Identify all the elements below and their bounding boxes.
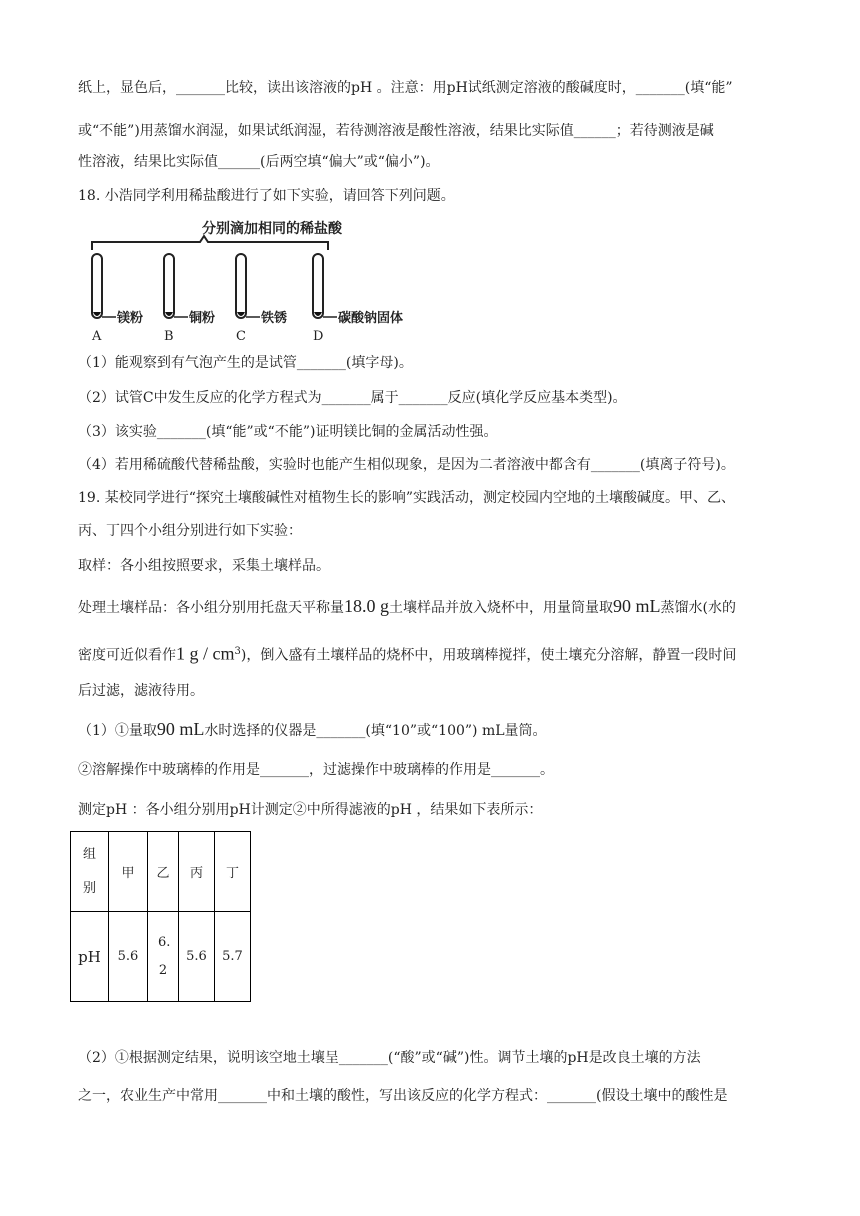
table-cell: 乙 bbox=[148, 832, 179, 912]
question-19-stem: 丙、丁四个小组分别进行如下实验： bbox=[78, 523, 302, 539]
test-tube-c bbox=[236, 254, 287, 342]
tube-b-label: 铜粉 bbox=[189, 311, 216, 326]
paragraph-line: 纸上，显色后，_______比较，读出该溶液的pH 。注意：用pH试纸测定溶液的酸碱度时，_______(填“能” bbox=[78, 80, 733, 96]
question-18-part-2: （2）试管C中发生反应的化学方程式为_______属于_______反应(填化学反应基本类型)。 bbox=[78, 390, 627, 406]
test-tube-figure bbox=[82, 216, 442, 342]
question-18-part-3: （3）该实验_______(填“能”或“不能”)证明镁比铜的金属活动性强。 bbox=[78, 424, 498, 440]
treatment-line bbox=[78, 642, 736, 666]
test-tube-a bbox=[91, 254, 143, 342]
table-cell: pH bbox=[71, 912, 109, 1002]
question-19-part-2: 之一，农业生产中常用_______中和土壤的酸性，写出该反应的化学方程式：_______(假设土壤中的酸性是 bbox=[78, 1088, 728, 1104]
table-cell: 组别 bbox=[71, 832, 109, 912]
tube-d-letter: D bbox=[313, 329, 324, 342]
question-18-stem: 18. 小浩同学利用稀盐酸进行了如下实验，请回答下列问题。 bbox=[78, 188, 455, 204]
treatment-text: 处理土壤样品：各小组分别用托盘天平称量 bbox=[78, 600, 344, 616]
test-tube-d bbox=[313, 254, 403, 342]
test-tube-b bbox=[164, 254, 215, 342]
treatment-text: 密度可近似看作 bbox=[78, 647, 176, 664]
measure-text: 测定pH ：各小组分别用pH计测定②中所得滤液的pH ，结果如下表所示： bbox=[78, 802, 543, 818]
question-19-part-1 bbox=[78, 719, 547, 741]
table-cell: 5.6 bbox=[109, 912, 148, 1002]
part-text: 水时选择的仪器是_______(填“10”或“100”) mL量筒。 bbox=[204, 723, 547, 739]
tube-c-letter: C bbox=[236, 329, 246, 342]
density-value: 1 g / cm bbox=[176, 643, 235, 664]
table-cell: 甲 bbox=[109, 832, 148, 912]
treatment-line: 后过滤，滤液待用。 bbox=[78, 683, 204, 699]
treatment-text: 蒸馏水(水的 bbox=[660, 600, 736, 616]
paragraph-line: 或“不能”)用蒸馏水润湿，如果试纸润湿，若待测溶液是酸性溶液，结果比实际值______；若待测液是碱 bbox=[78, 123, 714, 139]
question-19-part-1b: ②溶解操作中玻璃棒的作用是_______，过滤操作中玻璃棒的作用是_______。 bbox=[78, 762, 554, 778]
table-cell: 丁 bbox=[215, 832, 251, 912]
superscript: 3 bbox=[234, 646, 241, 657]
tube-d-label: 碳酸钠固体 bbox=[338, 311, 404, 326]
ph-table bbox=[70, 831, 251, 1002]
treatment-text: 土壤样品并放入烧杯中，用量筒量取 bbox=[389, 600, 613, 616]
table-row bbox=[71, 912, 251, 1002]
tube-c-label: 铁锈 bbox=[261, 311, 288, 326]
mass-value: 18.0 g bbox=[344, 596, 389, 616]
volume-value: 90 mL bbox=[613, 596, 661, 616]
question-18-part-1: （1）能观察到有气泡产生的是试管_______(填字母)。 bbox=[78, 355, 413, 371]
volume-value: 90 mL bbox=[156, 719, 205, 739]
table-cell: 5.7 bbox=[215, 912, 251, 1002]
sampling-text: 取样：各小组按照要求，采集土壤样品。 bbox=[78, 558, 330, 574]
table-cell: 丙 bbox=[179, 832, 215, 912]
figure-header: 分别滴加相同的稀盐酸 bbox=[202, 221, 342, 237]
treatment-line bbox=[78, 596, 736, 618]
treatment-text: )，倒入盛有土壤样品的烧杯中，用玻璃棒搅拌，使土壤充分溶解，静置一段时间 bbox=[240, 647, 737, 664]
question-18-part-4: （4）若用稀硫酸代替稀盐酸，实验时也能产生相似现象，是因为二者溶液中都含有_______(填离子符号)。 bbox=[78, 457, 735, 473]
question-19-part-2: （2）①根据测定结果，说明该空地土壤呈_______(“酸”或“碱”)性。调节土壤的pH是改良土壤的方法 bbox=[78, 1050, 701, 1066]
question-19-stem: 19. 某校同学进行“探究土壤酸碱性对植物生长的影响”实践活动，测定校园内空地的土壤酸碱度。甲、乙、 bbox=[78, 490, 736, 506]
part-text: （1）①量取 bbox=[78, 723, 157, 739]
table-cell: 6.2 bbox=[148, 912, 179, 1002]
tube-a-label: 镁粉 bbox=[117, 311, 144, 326]
tube-a-letter: A bbox=[92, 329, 102, 342]
figure-bracket bbox=[92, 236, 328, 250]
paragraph-line: 性溶液，结果比实际值______(后两空填“偏大”或“偏小”)。 bbox=[78, 154, 440, 170]
tube-b-letter: B bbox=[164, 329, 174, 342]
table-header-row bbox=[71, 832, 251, 912]
table-cell: 5.6 bbox=[179, 912, 215, 1002]
